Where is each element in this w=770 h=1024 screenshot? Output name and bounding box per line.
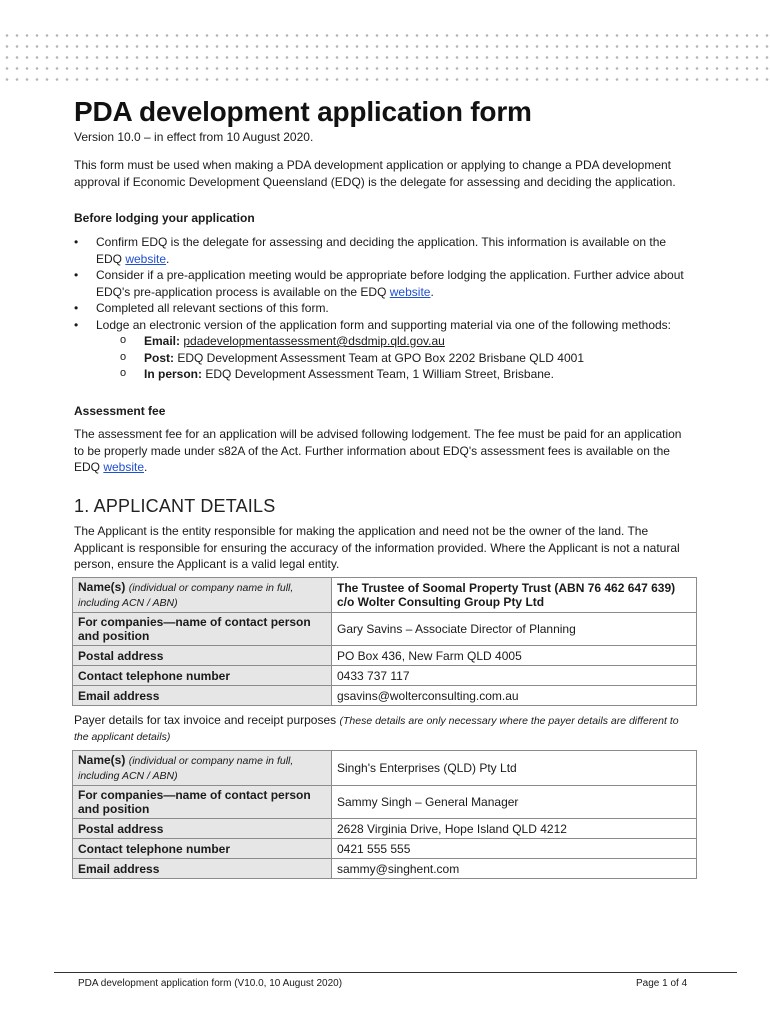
table-row bbox=[73, 751, 697, 786]
applicant-details-table bbox=[72, 577, 697, 706]
contact-person-label: For companies—name of contact person and position bbox=[73, 786, 332, 819]
table-row bbox=[73, 613, 697, 646]
applicant-email-field[interactable]: gsavins@wolterconsulting.com.au bbox=[332, 686, 697, 706]
dotted-header-pattern bbox=[0, 28, 770, 84]
edq-website-link[interactable]: website bbox=[125, 251, 167, 266]
applicant-postal-address-field[interactable]: PO Box 436, New Farm QLD 4005 bbox=[332, 646, 697, 666]
phone-label: Contact telephone number bbox=[73, 839, 332, 859]
pre-application-website-link[interactable]: website bbox=[389, 284, 431, 299]
footer-divider bbox=[54, 972, 737, 973]
section-applicant-details-title: 1. APPLICANT DETAILS bbox=[74, 496, 276, 516]
names-label: Name(s) (individual or company name in full, including ACN / ABN) bbox=[73, 578, 332, 613]
table-row bbox=[73, 839, 697, 859]
payer-details-note: Payer details for tax invoice and receipt purposes (These details are only necessary where the payer details are different to the applicant details) bbox=[74, 713, 679, 743]
payer-contact-person-field[interactable]: Sammy Singh – General Manager bbox=[332, 786, 697, 819]
applicant-phone-field[interactable]: 0433 737 117 bbox=[332, 666, 697, 686]
version-line: Version 10.0 – in effect from 10 August 2020. bbox=[74, 130, 314, 144]
table-row bbox=[73, 819, 697, 839]
phone-label: Contact telephone number bbox=[73, 666, 332, 686]
lodgement-methods-list bbox=[96, 333, 694, 383]
list-item: • Confirm EDQ is the delegate for assessing and deciding the application. This information is available on the EDQ website. bbox=[74, 234, 694, 267]
payer-details-table bbox=[72, 750, 697, 879]
table-row bbox=[73, 646, 697, 666]
table-row bbox=[73, 859, 697, 879]
contact-person-label: For companies—name of contact person and position bbox=[73, 613, 332, 646]
fee-website-link[interactable]: website bbox=[103, 460, 145, 474]
postal-address-label: Postal address bbox=[73, 819, 332, 839]
postal-address-label: Postal address bbox=[73, 646, 332, 666]
table-row bbox=[73, 666, 697, 686]
method-post: o Post: EDQ Development Assessment Team at GPO Box 2202 Brisbane QLD 4001 bbox=[96, 350, 694, 367]
email-label: Email address bbox=[73, 686, 332, 706]
applicant-description: The Applicant is the entity responsible for making the application and need not be the owner of the land. The Applicant is responsible for ensuring the accuracy of the information provided. Where the Applicant is not a natural person, ensure the Applicant is a valid legal entity. bbox=[74, 524, 680, 571]
email-label: Email address bbox=[73, 859, 332, 879]
payer-names-field[interactable]: Singh's Enterprises (QLD) Pty Ltd bbox=[332, 751, 697, 786]
page-title: PDA development application form bbox=[74, 96, 532, 127]
list-item: • Consider if a pre-application meeting would be appropriate before lodging the application. Further advice about EDQ's pre-application process is available on the EDQ website. bbox=[74, 267, 694, 300]
list-item: • Completed all relevant sections of this form. bbox=[74, 300, 694, 317]
applicant-contact-person-field[interactable]: Gary Savins – Associate Director of Planning bbox=[332, 613, 697, 646]
assessment-fee-heading: Assessment fee bbox=[74, 404, 166, 418]
payer-postal-address-field[interactable]: 2628 Virginia Drive, Hope Island QLD 4212 bbox=[332, 819, 697, 839]
list-item: • Lodge an electronic version of the application form and supporting material via one of the following methods: o Email: pdadevelopmentassessment@dsdmip.qld.gov.au o Post: EDQ Development Assessment Team at GPO Box 2202 Brisbane QLD 4001 o In person: EDQ Development Assessment Team, 1 William Street, Brisbane. bbox=[74, 317, 694, 383]
method-email: o Email: pdadevelopmentassessment@dsdmip.qld.gov.au bbox=[96, 333, 694, 350]
names-label: Name(s) (individual or company name in full, including ACN / ABN) bbox=[73, 751, 332, 786]
table-row bbox=[73, 786, 697, 819]
footer-document-title: PDA development application form (V10.0, 10 August 2020) bbox=[78, 978, 343, 989]
assessment-fee-paragraph: The assessment fee for an application will be advised following lodgement. The fee must be paid for an application to be properly made under s82A of the Act. Further information about EDQ's assessment fees is available on the EDQ website. bbox=[74, 427, 682, 474]
method-in-person: o In person: EDQ Development Assessment Team, 1 William Street, Brisbane. bbox=[96, 366, 694, 383]
page-number: Page 1 of 4 bbox=[636, 978, 688, 989]
payer-phone-field[interactable]: 0421 555 555 bbox=[332, 839, 697, 859]
intro-paragraph: This form must be used when making a PDA development application or applying to change a PDA development approval if Economic Development Queensland (EDQ) is the delegate for assessing and deciding the application. bbox=[74, 158, 676, 189]
table-row bbox=[73, 578, 697, 613]
applicant-names-field[interactable]: The Trustee of Soomal Property Trust (ABN 76 462 647 639) c/o Wolter Consulting Group Pty Ltd bbox=[332, 578, 697, 613]
before-lodging-heading: Before lodging your application bbox=[74, 211, 255, 225]
table-row bbox=[73, 686, 697, 706]
payer-email-field[interactable]: sammy@singhent.com bbox=[332, 859, 697, 879]
lodgement-email-link[interactable]: pdadevelopmentassessment@dsdmip.qld.gov.au bbox=[183, 334, 445, 348]
before-lodging-list bbox=[74, 234, 694, 383]
